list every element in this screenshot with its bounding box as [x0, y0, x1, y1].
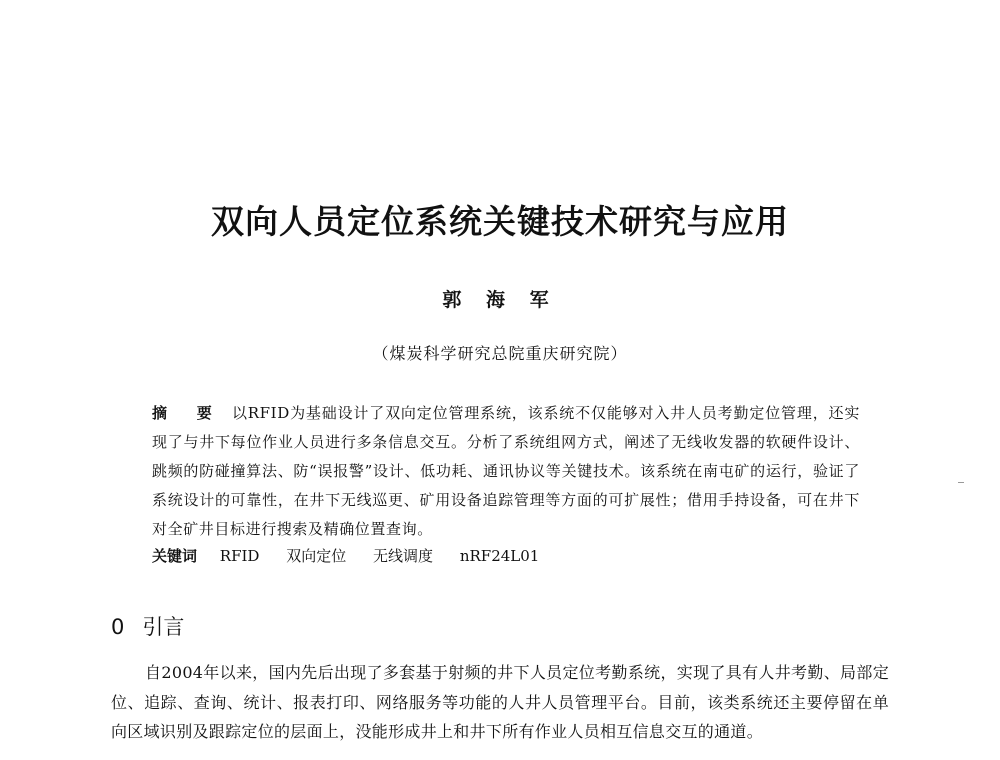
keywords-block: [152, 542, 860, 571]
section-number: 0: [111, 615, 125, 639]
abstract-label: 摘 要: [152, 404, 224, 422]
keywords-label: 关键词: [152, 547, 198, 565]
section-title: 引言: [142, 615, 185, 639]
author-name: 郭 海 军: [442, 289, 558, 311]
abstract-block: [152, 399, 860, 544]
abstract-text: 以RFID为基础设计了双向定位管理系统，该系统不仅能够对入井人员考勤定位管理，还实现了与井下每位作业人员进行多条信息交互。分析了系统组网方式，阐述了无线收发器的软硬件设计、跳频的防碰撞算法、防“误报警”设计、低功耗、通讯协议等关键技术。该系统在南屯矿的运行，验证了系统设计的可靠性，在井下无线巡更、矿用设备追踪管理等方面的可扩展性；借用手持设备，可在井下对全矿井目标进行搜索及精确位置查询。: [152, 404, 860, 538]
keyword-item: nRF24L01: [459, 547, 540, 565]
author-affiliation: （煤炭科学研究总院重庆研究院）: [372, 344, 628, 363]
body-paragraph: [111, 658, 889, 747]
section-heading: [111, 611, 184, 641]
scan-artifact: [958, 482, 964, 483]
keyword-item: 双向定位: [286, 547, 347, 565]
keyword-item: RFID: [219, 547, 260, 565]
keyword-item: 无线调度: [373, 547, 434, 565]
paper-title: 双向人员定位系统关键技术研究与应用: [211, 202, 789, 241]
body-paragraph-text: 自2004年以来，国内先后出现了多套基于射频的井下人员定位考勤系统，实现了具有人井考勤、局部定位、追踪、查询、统计、报表打印、网络服务等功能的人井人员管理平台。目前，该类系统还主要停留在单向区域识别及跟踪定位的层面上，没能形成井上和井下所有作业人员相互信息交互的通道。: [111, 663, 889, 741]
